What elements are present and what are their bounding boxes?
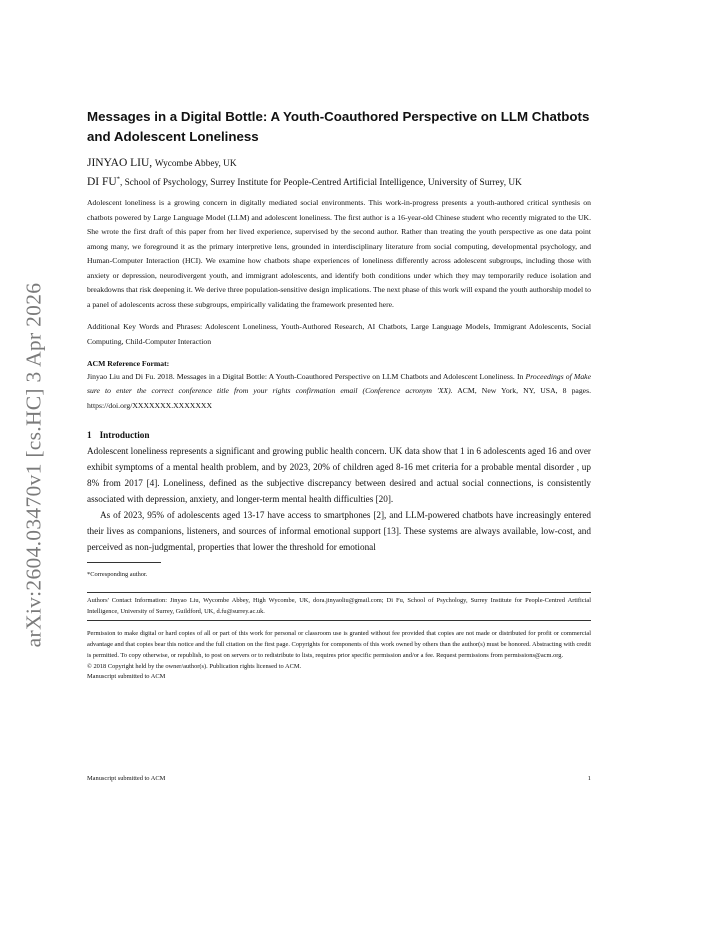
acm-reference-heading: ACM Reference Format: — [87, 358, 170, 368]
footnote-rule — [87, 562, 161, 563]
acm-reference — [87, 370, 591, 414]
acm-reference-prefix: In — [516, 371, 526, 381]
body-paragraph: Adolescent loneliness represents a significant and growing public health concern. UK data show that 1 in 6 adolescents aged 16 and over exhibit symptoms of a mental health problem, and by 2023, 20% of children aged 8-16 met criteria for a probable mental disorder , up 8% from 2017 [4]. Loneliness, defined as the subjective discrepancy between desired and actual social connections, is consistently associated with depression, anxiety, and longer-term mental health difficulties [20]. — [87, 446, 591, 505]
corresponding-mark: * — [116, 174, 120, 182]
page-number: 1 — [587, 775, 591, 782]
author-line — [87, 174, 591, 193]
keywords: Additional Key Words and Phrases: Adolescent Loneliness, Youth-Authored Research, AI Chatbots, Large Language Models, Immigrant Adolescents, Social Computing, Child-Computer Interaction — [87, 322, 591, 346]
paper-page — [87, 107, 591, 683]
author-affiliation: , School of Psychology, Surrey Institute for People-Centred Artificial Intelligence, University of Surrey, UK — [119, 177, 522, 188]
author-contact-info: Authors' Contact Information: Jinyao Liu, Wycombe Abbey, High Wycombe, UK, dora.jinyaoliu@gmail.com; Di Fu, School of Psychology, Surrey Institute for People-Centred Artificial Intelligence, University of Surrey, Guildford, UK, d.fu@surrey.ac.uk. — [87, 592, 591, 621]
section-number: 1 — [87, 430, 92, 441]
page-footer — [87, 774, 591, 784]
permission-text: Permission to make digital or hard copies of all or part of this work for personal or classroom use is granted without fee provided that copies are not made or distributed for profit or commercial advantage and that copies bear this notice and the full citation on the first page. Copyrights for components of this work owned by others than the author(s) must be honored. Abstracting with credit is permitted. To copy otherwise, or republish, to post on servers or to redistribute to lists, requires prior specific permission and/or a fee. Request permissions from permissions@acm.org. — [87, 630, 591, 659]
copyright-line: © 2018 Copyright held by the owner/author(s). Publication rights licensed to ACM. — [87, 662, 302, 670]
author-line — [87, 155, 591, 174]
section-title: Introduction — [99, 430, 150, 441]
author-name: JINYAO LIU, — [87, 157, 153, 169]
arxiv-stamp — [21, 265, 47, 665]
body-paragraph: As of 2023, 95% of adolescents aged 13-17 have access to smartphones [2], and LLM-powered chatbots have increasingly entered their lives as companions, listeners, and sources of informal emotional support [13]. These systems are always available, low-cost, and perceived as non-judgmental, properties that lower the threshold for emotional — [87, 510, 591, 553]
paper-title: Messages in a Digital Bottle: A Youth-Coauthored Perspective on LLM Chatbots and Adolescent Loneliness — [87, 109, 590, 144]
corresponding-author-footnote: *Corresponding author. — [87, 571, 148, 579]
acm-reference-suffix: ACM, New York, NY, USA, 8 pages. https://doi.org/XXXXXXX.XXXXXXX — [87, 386, 591, 410]
author-list — [87, 155, 591, 192]
author-name: DI FU — [87, 175, 117, 188]
section-heading — [87, 427, 591, 443]
permission-block — [87, 629, 591, 683]
acm-reference-venue: Proceedings of Make sure to enter the correct conference title from your rights confirmation email (Conference acronym 'XX). — [87, 371, 591, 396]
arxiv-id: arXiv:2604.03470v1 [cs.HC] 3 Apr 2026 — [21, 282, 46, 648]
footer-text: Manuscript submitted to ACM — [87, 775, 166, 782]
manuscript-note: Manuscript submitted to ACM — [87, 673, 166, 681]
acm-reference-citation: Jinyao Liu and Di Fu. 2018. Messages in a Digital Bottle: A Youth-Coauthored Perspective on LLM Chatbots and Adolescent Loneliness. — [87, 371, 515, 381]
abstract: Adolescent loneliness is a growing concern in digitally mediated social environments. This work-in-progress presents a youth-authored critical synthesis on chatbots powered by Large Language Model (LLM) and adolescent loneliness. The first author is a 16-year-old Chinese student who recently migrated to the UK. She wrote the first draft of this paper from her lived experience, supervised by the second author. Rather than treating the youth perspective as one data point among many, we foreground it as the primary interpretive lens, grounded in interdisciplinary literature from social computing, developmental psychology, and Human-Computer Interaction (HCI). We examine how chatbots shape experiences of loneliness differently across adolescent subgroups, including those with anxiety or depression, neurodivergent youth, and immigrant adolescents, and identify both conditions under which they may temporarily reduce isolation and breakdowns that risk deepening it. We derive three population-sensitive design implications. The next phase of this work will expand the youth authorship model to a panel of adolescents across these subgroups, empirically validating the framework presented here. — [87, 198, 591, 309]
author-affiliation: Wycombe Abbey, UK — [154, 159, 237, 169]
